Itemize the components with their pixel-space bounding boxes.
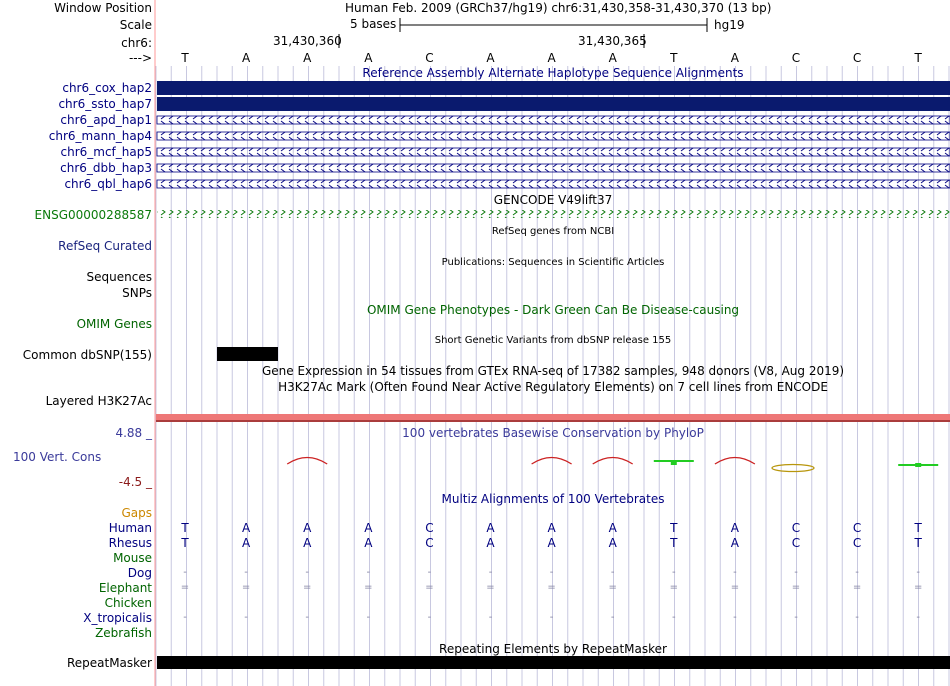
multiz-base: - [427,612,432,623]
multiz-base: = [364,582,373,593]
gtex-title[interactable]: Gene Expression in 54 tissues from GTEx RNA-seq of 17382 samples, 948 donors (V8, Aug 2019) [261,364,845,378]
dbsnp-label[interactable]: Common dbSNP(155) [22,348,152,362]
multiz-base: - [366,612,371,623]
chrom-label: chr6: [121,36,152,50]
ruler-base: A [303,51,312,65]
omim-title[interactable]: OMIM Gene Phenotypes - Dark Green Can Be Disease-causing [366,303,740,317]
multiz-base: C [852,521,862,535]
multiz-base: = [302,582,312,593]
conservation-max-label: 4.88 _ [115,426,152,440]
multiz-base: - [794,612,798,623]
repeatmasker-bar [157,656,950,669]
alt-haplotype-chevron-bar [157,164,950,172]
multiz-base: = [608,582,617,593]
multiz-base: - [305,612,309,623]
multiz-base: C [791,536,801,550]
multiz-base: - [488,567,493,578]
alt-haplotype-label: chr6_dbb_hap3 [60,161,152,175]
ruler-base: C [791,51,801,65]
ruler-base: T [181,51,189,65]
multiz-base: T [670,536,678,550]
alt-haplotype-label: chr6_mann_hap4 [48,129,152,143]
multiz-base: A [241,536,251,550]
multiz-base: T [670,521,678,535]
multiz-base: = [486,582,495,593]
multiz-base: C [425,536,434,550]
multiz-base: - [733,612,737,623]
ruler-base: A [486,51,495,65]
phylop-low-mark [772,465,814,472]
scale-bases: 5 bases [350,17,397,31]
window-position-label: Window Position [54,1,152,15]
multiz-base: = [241,582,251,593]
multiz-base: = [669,582,678,593]
h3k27ac-title[interactable]: H3K27Ac Mark (Often Found Near Active Regulatory Elements) on 7 cell lines from ENCODE [278,380,828,394]
multiz-base: - [916,612,920,623]
alt-haplotype-chevron-bar [157,180,950,188]
multiz-base: T [181,521,189,535]
publications-title[interactable]: Publications: Sequences in Scientific Articles [441,257,665,268]
multiz-base: A [730,536,739,550]
multiz-base: A [608,536,617,550]
gencode-gene-bar [157,210,950,218]
window-position-value: Human Feb. 2009 (GRCh37/hg19) chr6:31,430,358-31,430,370 (13 bp) [345,1,772,15]
ruler-base: A [547,51,556,65]
multiz-base: = [425,582,434,593]
phylop-green-mark [671,460,677,465]
multiz-base: A [241,521,251,535]
multiz-base: C [852,536,862,550]
multiz-species-label: Zebrafish [95,626,152,640]
multiz-base: - [794,567,798,578]
multiz-base: - [671,567,676,578]
strand-label: ---> [128,51,152,65]
alt-haplotypes-title[interactable]: Reference Assembly Alternate Haplotype Sequence Alignments [362,66,744,80]
multiz-base: T [914,536,922,550]
refseq-label[interactable]: RefSeq Curated [58,239,152,253]
ruler-base: C [852,51,862,65]
multiz-species-label: Elephant [98,581,152,595]
alt-haplotype-chevron-bar [157,116,950,124]
multiz-base: A [303,521,312,535]
ruler-base: T [914,51,922,65]
dbsnp-title[interactable]: Short Genetic Variants from dbSNP release 155 [434,335,672,346]
ruler-base: C [425,51,434,65]
coord-tick-label: 31,430,360 [273,34,342,48]
multiz-base: - [733,567,737,578]
publications-sequences-label[interactable]: Sequences [86,270,152,284]
multiz-species-label: Human [108,521,152,535]
conservation-min-label: -4.5 _ [118,475,152,489]
alt-haplotype-chevron-bar [157,148,950,156]
multiz-base: A [730,521,739,535]
multiz-base: A [547,536,556,550]
h3k27ac-label[interactable]: Layered H3K27Ac [45,394,152,408]
phylop-green-mark [915,463,921,467]
multiz-species-label: Dog [127,566,152,580]
refseq-title[interactable]: RefSeq genes from NCBI [491,226,615,237]
multiz-base: = [852,582,862,593]
ruler-base: A [730,51,739,65]
multiz-base: = [791,582,801,593]
multiz-base: = [547,582,556,593]
multiz-base: - [855,612,859,623]
multiz-base: - [305,567,309,578]
ruler-base: A [608,51,617,65]
multiz-base: C [791,521,801,535]
multiz-base: A [303,536,312,550]
phylop-peak [715,458,755,465]
multiz-base: A [364,521,373,535]
repeatmasker-title[interactable]: Repeating Elements by RepeatMasker [439,642,667,656]
gencode-gene-label[interactable]: ENSG00000288587 [34,208,152,222]
ruler-base: A [364,51,373,65]
repeatmasker-label[interactable]: RepeatMasker [66,656,152,670]
alt-haplotype-label: chr6_cox_hap2 [62,81,152,95]
gencode-title[interactable]: GENCODE V49lift37 [493,193,613,207]
omim-label[interactable]: OMIM Genes [76,317,152,331]
multiz-base: A [486,536,495,550]
multiz-base: T [914,521,922,535]
multiz-base: - [427,567,432,578]
conservation-title[interactable]: 100 vertebrates Basewise Conservation by PhyloP [402,426,704,440]
publications-snps-label[interactable]: SNPs [122,286,152,300]
multiz-base: - [671,612,676,623]
multiz-gaps-label: Gaps [121,506,152,520]
multiz-base: - [366,567,371,578]
multiz-species-label: Mouse [113,551,152,565]
multiz-species-label: Rhesus [108,536,152,550]
dbsnp-feature [217,347,278,361]
multiz-base: - [549,612,554,623]
multiz-base: - [855,567,859,578]
coord-tick-label: 31,430,365 [578,34,647,48]
scale-label: Scale [119,18,152,32]
alt-haplotype-label: chr6_qbl_hap6 [64,177,152,191]
multiz-base: - [488,612,493,623]
alt-haplotype-label: chr6_mcf_hap5 [60,145,152,159]
multiz-base: = [913,582,923,593]
alt-haplotype-label: chr6_ssto_hap7 [58,97,152,111]
multiz-title[interactable]: Multiz Alignments of 100 Vertebrates [441,492,665,506]
multiz-base: = [180,582,190,593]
multiz-base: - [610,567,615,578]
multiz-species-label: X_tropicalis [83,611,152,625]
multiz-base: T [181,536,189,550]
alt-haplotype-label: chr6_apd_hap1 [60,113,152,127]
multiz-base: A [608,521,617,535]
ruler-base: A [241,51,251,65]
multiz-base: = [730,582,740,593]
alt-haplotype-bar [157,97,950,111]
multiz-base: A [547,521,556,535]
multiz-base: - [244,567,248,578]
multiz-base: - [183,612,187,623]
multiz-base: A [486,521,495,535]
multiz-base: C [425,521,434,535]
alt-haplotype-chevron-bar [157,132,950,140]
conservation-label[interactable]: 100 Vert. Cons [13,450,102,464]
multiz-base: - [183,567,187,578]
ruler-base: T [670,51,678,65]
alt-haplotype-bar [157,81,950,95]
scale-assembly: hg19 [714,18,745,32]
multiz-species-label: Chicken [104,596,152,610]
multiz-base: A [364,536,373,550]
multiz-base: - [549,567,554,578]
multiz-base: - [610,612,615,623]
multiz-base: - [244,612,248,623]
multiz-base: - [916,567,920,578]
